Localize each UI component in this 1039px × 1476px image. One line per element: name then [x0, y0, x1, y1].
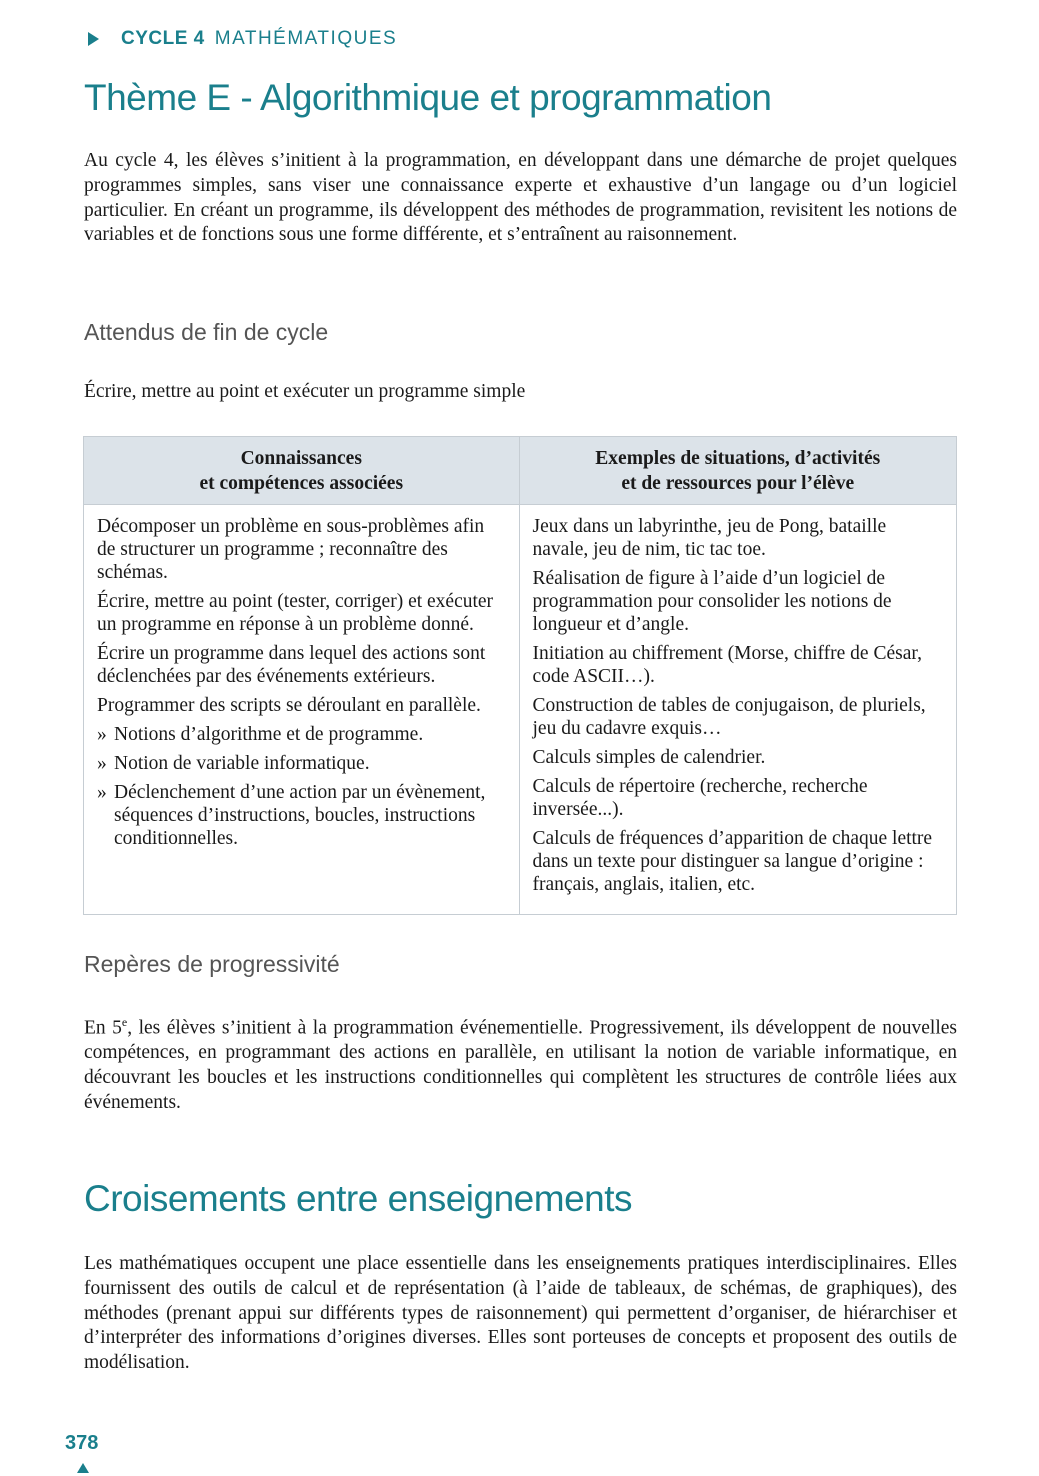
header-line: et compétences associées [199, 473, 404, 494]
knowledge-bullet-list [97, 723, 507, 850]
example-item: Jeux dans un labyrinthe, jeu de Pong, bataille navale, jeu de nim, tic tac toe. [532, 516, 887, 560]
list-item [97, 781, 507, 850]
knowledge-cell [84, 505, 520, 915]
croisements-text: Les mathématiques occupent une place essentielle dans les enseignements pratiques interdisciplinaires. Elles fournissent des outils de calcul et de représentation (à l’aide de tableaux, de schémas, de graphiques), des méthodes (prenant appui sur différents types de raisonnement) qui permettent d’organiser, de hiérarchiser et d’interpréter des informations d’origines diverses. Elles sont porteuses de concepts et proposent des outils de modélisation. [84, 1253, 957, 1374]
table-header-knowledge [84, 437, 520, 505]
example-item: Calculs de fréquences d’apparition de chaque lettre dans un texte pour distinguer sa langue d’origine : français, anglais, italien, etc. [532, 828, 933, 895]
list-item-text: Notions d’algorithme et de programme. [114, 724, 424, 745]
triangle-right-icon [88, 32, 99, 46]
table-header-row [84, 437, 957, 505]
example-item: Initiation au chiffrement (Morse, chiffre de César, code ASCII…). [532, 643, 922, 687]
reperes-superscript: e [121, 1015, 128, 1029]
example-item: Construction de tables de conjugaison, de pluriels, jeu du cadavre exquis… [532, 695, 926, 739]
table-header-examples [519, 437, 956, 505]
reperes-heading: Repères de progressivité [84, 951, 340, 977]
reperes-text [84, 1010, 957, 1116]
header-line: Exemples de situations, d’activités [595, 448, 881, 469]
bullet-icon: » [97, 724, 107, 745]
triangle-up-icon [77, 1463, 89, 1473]
attendus-text: Écrire, mettre au point et exécuter un programme simple [84, 381, 526, 402]
bullet-icon: » [97, 782, 107, 803]
subject-label: MATHÉMATIQUES [214, 28, 398, 49]
header-line: et de ressources pour l’élève [621, 473, 855, 494]
competences-table [83, 436, 957, 915]
knowledge-item: Programmer des scripts se déroulant en parallèle. [97, 695, 481, 716]
example-item: Réalisation de figure à l’aide d’un logiciel de programmation pour consolider les notions de longueur et d’angle. [532, 568, 892, 635]
theme-title: Thème E - Algorithmique et programmation [84, 77, 772, 118]
theme-intro: Au cycle 4, les élèves s’initient à la programmation, en développant dans une démarche de projet quelques programmes simples, sans viser une connaissance experte et exhaustive d’un langage ou d’un logiciel particulier. En créant un programme, ils développent des méthodes de programmation, revisitent les notions de variables et de fonctions sous une forme différente, et s’entraînent au raisonnement. [84, 150, 957, 246]
knowledge-item: Décomposer un problème en sous-problèmes afin de structurer un programme ; reconnaître des schémas. [97, 516, 485, 583]
list-item [97, 723, 507, 746]
header-line: Connaissances [240, 448, 362, 469]
list-item-text: Déclenchement d’une action par un évènement, séquences d’instructions, boucles, instructions conditionnelles. [114, 782, 486, 849]
example-item: Calculs de répertoire (recherche, recherche inversée...). [532, 776, 868, 820]
reperes-text-start: En 5 [84, 1017, 122, 1039]
list-item-text: Notion de variable informatique. [114, 753, 370, 774]
bullet-icon: » [97, 753, 107, 774]
croisements-title: Croisements entre enseignements [84, 1178, 633, 1219]
reperes-text-rest: , les élèves s’initient à la programmation événementielle. Progressivement, ils développent de nouvelles compétences, en programmant des actions en parallèle, en utilisant la notion de variable informatique, en découvrant les boucles et les instructions conditionnelles qui complètent les structures de contrôle liées aux événements. [84, 1017, 957, 1113]
attendus-heading: Attendus de fin de cycle [84, 319, 329, 345]
table-row [84, 505, 957, 915]
knowledge-item: Écrire un programme dans lequel des actions sont déclenchées par des événements extérieurs. [97, 643, 486, 687]
cycle-label: CYCLE 4 [121, 28, 205, 49]
page-header [88, 27, 397, 51]
knowledge-item: Écrire, mettre au point (tester, corriger) et exécuter un programme en réponse à un problème donné. [97, 591, 494, 635]
example-item: Calculs simples de calendrier. [532, 747, 766, 768]
list-item [97, 752, 507, 775]
page-number: 378 [65, 1432, 99, 1454]
examples-cell [519, 505, 956, 915]
